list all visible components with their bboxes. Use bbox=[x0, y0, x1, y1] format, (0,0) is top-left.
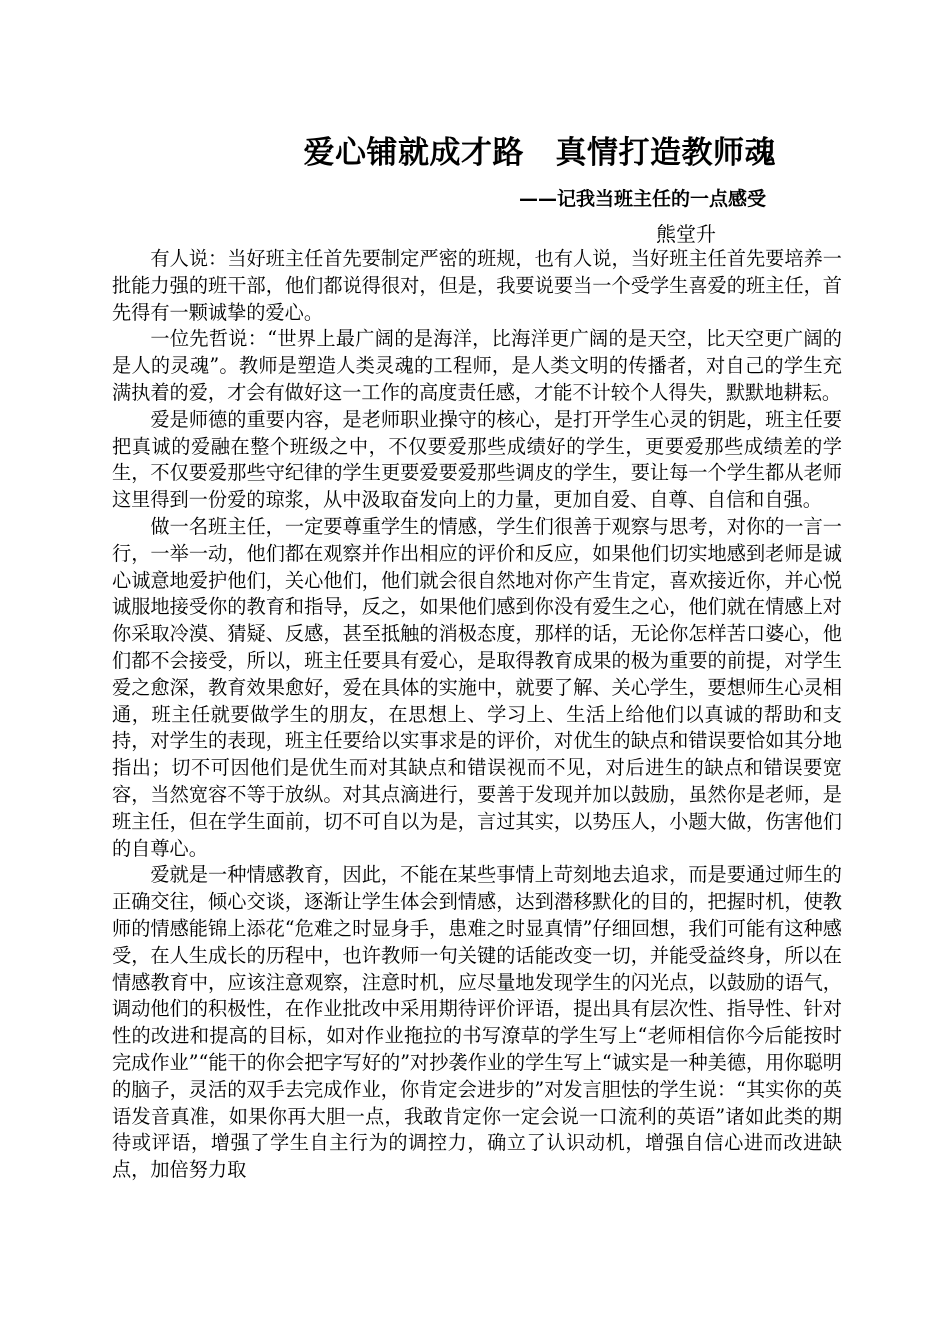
document-subtitle: ——记我当班主任的一点感受 bbox=[518, 188, 766, 210]
paragraph: 有人说：当好班主任首先要制定严密的班规，也有人说，当好班主任首先要培养一批能力强的班干部，他们都说得很对，但是，我要说要当一个受学生喜爱的班主任，首先得有一颗诚挚的爱心。 bbox=[112, 247, 842, 324]
paragraph: 爱是师德的重要内容，是老师职业操守的核心，是打开学生心灵的钥匙，班主任要把真诚的爱融在整个班级之中，不仅要爱那些成绩好的学生，更要爱那些成绩差的学生，不仅要爱那些守纪律的学生更要爱要爱那些调皮的学生，要让每一个学生都从老师这里得到一份爱的琼浆，从中汲取奋发向上的力量，更加自爱、自尊、自信和自强。 bbox=[112, 407, 842, 512]
author-name: 熊堂升 bbox=[656, 222, 716, 246]
document-page bbox=[112, 118, 842, 1184]
paragraph: 爱就是一种情感教育，因此，不能在某些事情上苛刻地去追求，而是要通过师生的正确交往，倾心交谈，逐渐让学生体会到情感，达到潜移默化的目的，把握时机，使教师的情感能锦上添花“危难之时显身手，患难之时显真情”仔细回想，我们可能有这种感受，在人生成长的历程中，也许教师一句关键的话能改变一切，并能受益终身，所以在情感教育中，应该注意观察，注意时机，应尽量地发现学生的闪光点，以鼓励的语气，调动他们的积极性，在作业批改中采用期待评价评语，提出具有层次性、指导性、针对性的改进和提高的目标，如对作业拖拉的书写潦草的学生写上“老师相信你今后能按时完成作业”“能干的你会把字写好的”对抄袭作业的学生写上“诚实是一种美德，用你聪明的脑子，灵活的双手去完成作业，你肯定会进步的”对发言胆怯的学生说：“其实你的英语发音真准，如果你再大胆一点，我敢肯定你一定会说一口流利的英语”诸如此类的期待或评语，增强了学生自主行为的调控力，确立了认识动机，增强自信心进而改进缺点，加倍努力取 bbox=[112, 863, 842, 1182]
document-title: 爱心铺就成才路 真情打造教师魂 bbox=[303, 135, 776, 171]
document-body bbox=[112, 246, 842, 1184]
paragraph: 一位先哲说：“世界上最广阔的是海洋，比海洋更广阔的是天空，比天空更广阔的是人的灵魂”。教师是塑造人类灵魂的工程师，是人类文明的传播者，对自己的学生充满执着的爱，才会有做好这一工作的高度责任感，才能不计较个人得失，默默地耕耘。 bbox=[112, 327, 842, 404]
paragraph: 做一名班主任，一定要尊重学生的情感，学生们很善于观察与思考，对你的一言一行，一举一动，他们都在观察并作出相应的评价和反应，如果他们切实地感到老师是诚心诚意地爱护他们，关心他们，他们就会很自然地对你产生肯定，喜欢接近你，并心悦诚服地接受你的教育和指导，反之，如果他们感到你没有爱生之心，他们就在情感上对你采取冷漠、猜疑、反感，甚至抵触的消极态度，那样的话，无论你怎样苦口婆心，他们都不会接受，所以，班主任要具有爱心，是取得教育成果的极为重要的前提，对学生爱之愈深，教育效果愈好，爱在具体的实施中，就要了解、关心学生，要想师生心灵相通，班主任就要做学生的朋友，在思想上、学习上、生活上给他们以真诚的帮助和支持，对学生的表现，班主任要给以实事求是的评价，对优生的缺点和错误要恰如其分地指出；切不可因他们是优生而对其缺点和错误视而不见，对后进生的缺点和错误要宽容，当然宽容不等于放纵。对其点滴进行，要善于发现并加以鼓励，虽然你是老师，是班主任，但在学生面前，切不可自以为是，言过其实，以势压人，小题大做，伤害他们的自尊心。 bbox=[112, 514, 842, 860]
